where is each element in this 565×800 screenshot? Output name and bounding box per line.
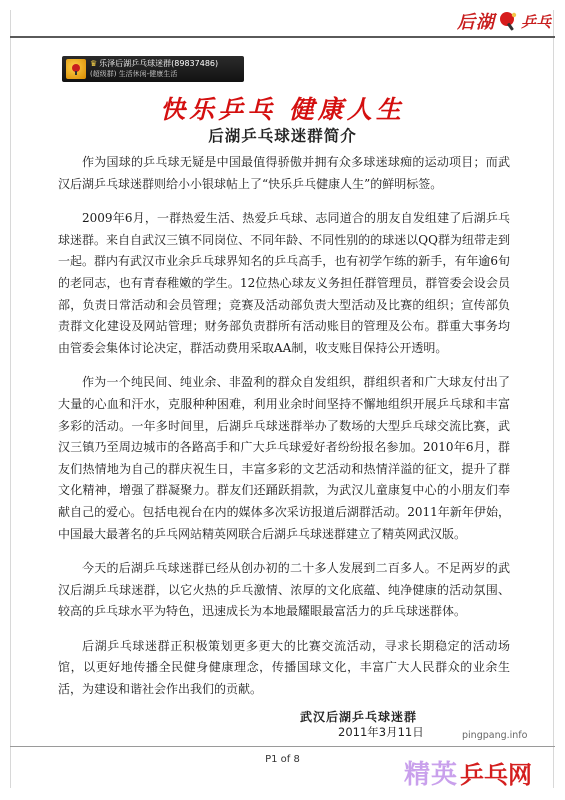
qq-group-name: 乐泽后湖乒乓球迷群(89837486) bbox=[99, 59, 219, 68]
document-body bbox=[58, 152, 510, 714]
qq-group-subtitle: (超级群) 生活休闲-健康生活 bbox=[90, 70, 178, 78]
page-subtitle: 后湖乒乓球迷群简介 bbox=[208, 126, 357, 145]
watermark-logo bbox=[404, 754, 532, 791]
brand-main-text: 后湖 bbox=[456, 12, 495, 33]
group-avatar-icon bbox=[66, 59, 86, 79]
page-title: 快乐乒乓 健康人生 bbox=[160, 95, 405, 124]
page-number: P1 of 8 bbox=[265, 754, 300, 765]
ping-pong-paddle-icon bbox=[497, 10, 519, 32]
paragraph-2: 2009年6月，一群热爱生活、热爱乒乓球、志同道合的朋友自发组建了后湖乒乓球迷群。来自自武汉三镇不同岗位、不同年龄、不同性别的的球迷以QQ群为纽带走到一起。群内有武汉市业余乒乓球界知名的乒乓高手，也有初学乍练的新手，有年逾6旬的老同志，也有青春稚嫩的学生。12位热心球友义务担任群管理员，群管委会设会员部，负责日常活动和会员管理；竞赛及活动部负责大型活动及比赛的组织；宣传部负责群文化建设及网站管理；财务部负责群所有活动账目的管理及公布。群重大事务均由管委会集体讨论决定，群活动费用采取AA制，收支账目保持公开透明。 bbox=[58, 211, 510, 355]
watermark-text-a: 精英 bbox=[404, 760, 459, 790]
signature: 武汉后湖乒乓球迷群 bbox=[300, 710, 418, 724]
qq-group-card[interactable] bbox=[62, 56, 244, 82]
brand-logo bbox=[457, 8, 551, 34]
signature-date: 2011年3月11日 bbox=[338, 725, 424, 739]
watermark-text-b: 乒乓网 bbox=[460, 761, 533, 789]
brand-suffix-text: 乒乓 bbox=[520, 12, 551, 31]
paragraph-1: 作为国球的乒乓球无疑是中国最值得骄傲并拥有众多球迷球痴的运动项目；而武汉后湖乒乓球迷群则给小小银球帖上了“快乐乒乓健康人生”的鲜明标签。 bbox=[58, 155, 510, 191]
crown-icon: ♛ bbox=[90, 59, 98, 68]
paragraph-5: 后湖乒乓球迷群正积极策划更多更大的比赛交流活动，寻求长期稳定的活动场馆，以更好地传播全民健身健康理念，传播国球文化，丰富广大人民群众的业余生活，为建设和谐社会作出我们的贡献。 bbox=[58, 638, 510, 697]
header-rule bbox=[10, 36, 555, 38]
paragraph-3: 作为一个纯民间、纯业余、非盈利的群众自发组织，群组织者和广大球友付出了大量的心血和汗水，克服种种困难，利用业余时间坚持不懈地组织开展乒乓球和丰富多彩的活动。一年多时间里，后湖乒乓球迷群举办了数场的大型乒乓球交流比赛，武汉三镇乃至周边城市的各路高手和广大乒乓球爱好者纷纷报名参加。2010年6月，群友们热情地为自己的群庆祝生日，丰富多彩的文艺活动和热情洋溢的征文，提升了群文化精神，增强了群凝聚力。群友们还踊跃捐款，为武汉儿童康复中心的小朋友们奉献自己的爱心。包括电视台在内的媒体多次采访报道后湖群活动。2011年新年伊始，中国最大最著名的乒乓网站精英网联合后湖乒乓球迷群建立了精英网武汉版。 bbox=[58, 375, 510, 541]
paragraph-4: 今天的后湖乒乓球迷群已经从创办初的二十多人发展到二百多人。不足两岁的武汉后湖乒乓球迷群，以它火热的乒乓激情、浓厚的文化底蕴、纯净健康的活动氛围、较高的乒乓球水平为特色，迅速成长为本地最耀眼最富活力的乒乓球迷群体。 bbox=[58, 561, 510, 619]
site-url: pingpang.info bbox=[462, 730, 528, 741]
footer-rule bbox=[10, 746, 555, 747]
